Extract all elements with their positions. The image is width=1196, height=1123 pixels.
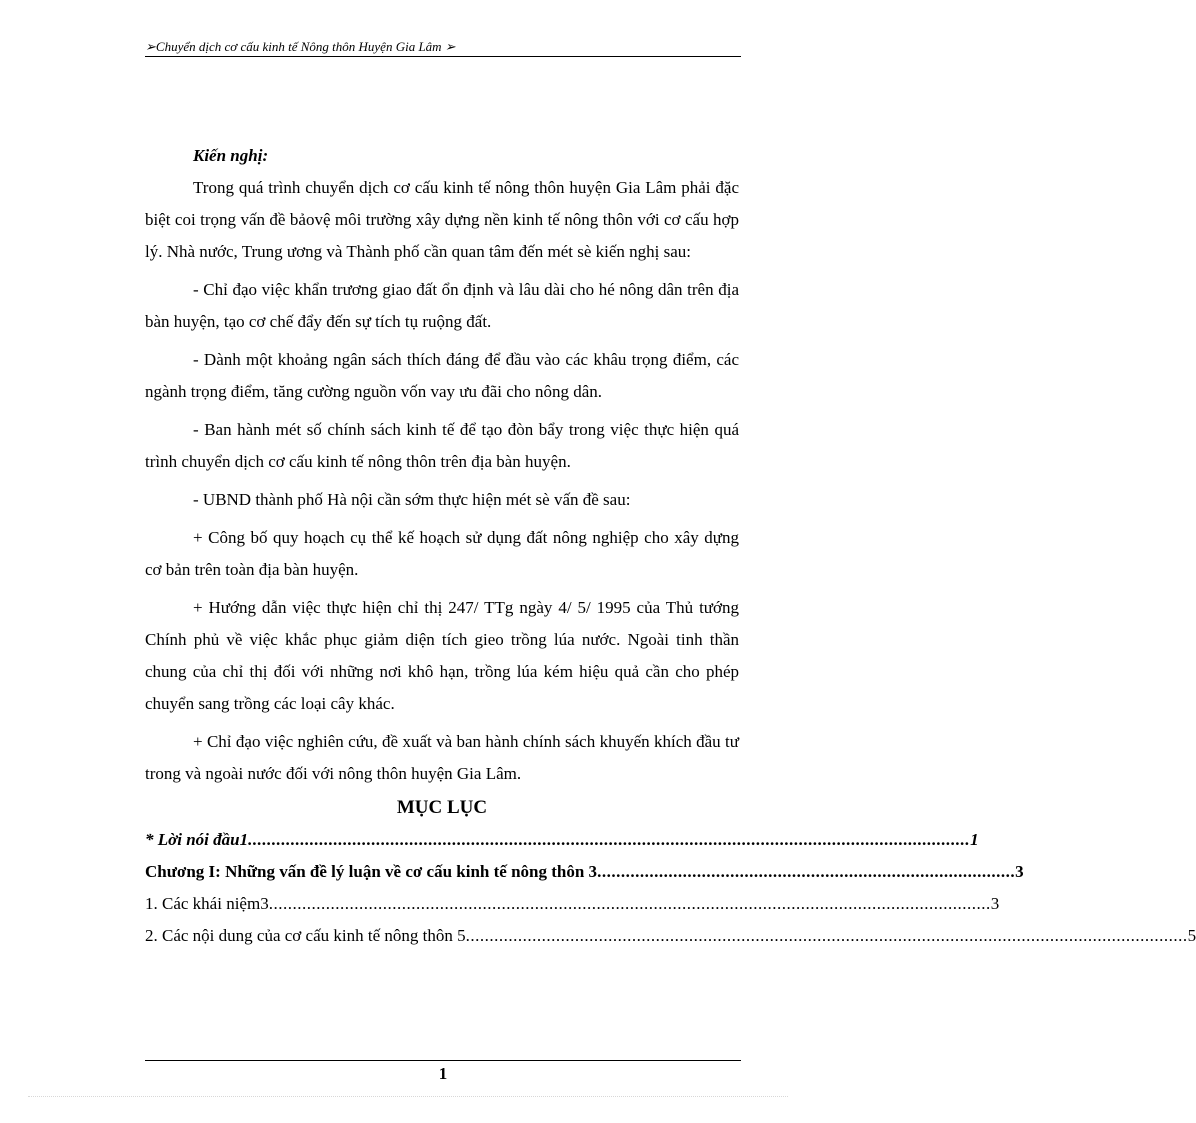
toc-title: MỤC LỤC (396, 797, 488, 818)
toc-entry[interactable] (145, 920, 1196, 952)
paragraph: - UBND thành phố Hà nội cần sớm thực hiện mét sè vấn đề sau: (193, 490, 631, 509)
page-number: 1 (438, 1064, 448, 1083)
toc-entry-page: 1 (970, 830, 979, 849)
paragraph: - Ban hành mét số chính sách kinh tế để tạo đòn bẩy trong việc thực hiện quá trình chuyển dịch cơ cấu kinh tế nông thôn trên địa bàn huyện. (145, 420, 739, 471)
toc-entry-page: 3 (1015, 862, 1024, 881)
paragraph: + Chỉ đạo việc nghiên cứu, đề xuất và ban hành chính sách khuyến khích đầu tư trong và ngoài nước đối với nông thôn huyện Gia Lâm. (145, 732, 739, 783)
toc-entry[interactable] (145, 856, 1024, 888)
toc-entry-text: * Lời nói đầu1 (145, 830, 249, 849)
paragraph: - Dành một khoảng ngân sách thích đáng để đầu vào các khâu trọng điểm, các ngành trọng điểm, tăng cường nguồn vốn vay ưu đãi cho nông dân. (145, 350, 739, 401)
toc-entry-text: 2. Các nội dung của cơ cấu kinh tế nông thôn 5 (145, 926, 466, 945)
paragraph: + Hướng dẫn việc thực hiện chỉ thị 247/ TTg ngày 4/ 5/ 1995 của Thủ tướng Chính phủ về việc khắc phục giảm diện tích gieo trồng lúa nước. Ngoài tinh thần chung của chỉ thị đối với những nơi khô hạn, trồng lúa kém hiệu quả cần cho phép chuyển sang trồng các loại cây khác. (145, 598, 739, 713)
header-rule (145, 56, 741, 57)
toc-entry[interactable] (145, 888, 1000, 920)
page-body (145, 140, 1196, 952)
toc-leader-dots: ........................................................................................................................................................ (268, 894, 991, 913)
page-edge-divider (28, 1096, 788, 1097)
paragraph: + Công bố quy hoạch cụ thể kế hoạch sử dụng đất nông nghiệp cho xây dựng cơ bản trên toàn địa bàn huyện. (145, 528, 739, 579)
toc-leader-dots: ........................................................................................ (597, 862, 1016, 881)
footer-rule (145, 1060, 741, 1061)
toc-entry-page: 5 (1187, 926, 1196, 945)
paragraph: Trong quá trình chuyển dịch cơ cấu kinh tế nông thôn huyện Gia Lâm phải đặc biệt coi trọng vấn đề bảovệ môi trường xây dựng nền kinh tế nông thôn với cơ cấu hợp lý. Nhà nước, Trung ương và Thành phố cần quan tâm đến mét sè kiến nghị sau: (145, 178, 739, 261)
running-header: ➢Chuyển dịch cơ cấu kinh tế Nông thôn Huyện Gia Lâm ➢ (145, 39, 456, 54)
paragraph: - Chỉ đạo việc khẩn trương giao đất ổn định và lâu dài cho hé nông dân trên địa bàn huyện, tạo cơ chế đẩy đến sự tích tụ ruộng đất. (145, 280, 739, 331)
toc-leader-dots: ........................................................................................................................................................ (465, 926, 1188, 945)
toc-entry-text: 1. Các khái niệm3 (145, 894, 269, 913)
section-heading: Kiến nghị: (193, 146, 269, 165)
toc-entry[interactable] (145, 824, 979, 856)
toc-leader-dots: ........................................................................................................................................................ (248, 830, 971, 849)
toc-entry-page: 3 (990, 894, 1000, 913)
toc-entry-text: Chương I: Những vấn đề lý luận về cơ cấu kinh tế nông thôn 3 (145, 862, 598, 881)
